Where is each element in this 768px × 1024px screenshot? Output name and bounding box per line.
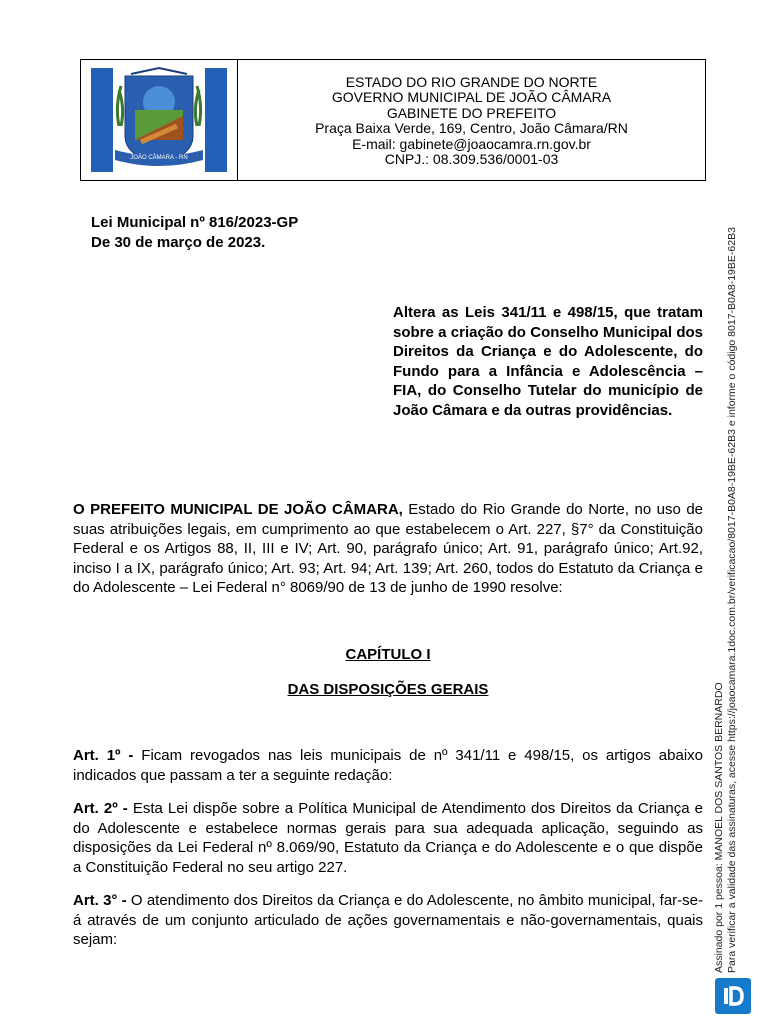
preamble [73, 500, 703, 598]
signature-verification[interactable]: Para verificar a validade das assinaturas, acesse https://joaocamara.1doc.com.br/verificacao/8017-B0A8-19BE-62B3 e informe o código 8017-B0A8-19BE-62B3 [726, 227, 738, 973]
article-1 [73, 746, 703, 785]
crest-cell [81, 60, 238, 180]
law-number: Lei Municipal nº 816/2023-GP [91, 214, 299, 231]
article-label: Art. 1º - [73, 747, 134, 764]
onedoc-logo-icon [720, 983, 746, 1009]
letterhead-text [238, 60, 705, 180]
preamble-text: Estado do Rio Grande do Norte, no uso de suas atribuições legais, em cumprimento ao que estabelecem o Art. 227, §7° da Constituição Federal e os Artigos 88, II, III e IV; Art. 90, parágrafo único; Art. 91, parágrafo único; Art.92, inciso I a IX, parágrafo único; Art. 93; Art. 94; Art. 139; Art. 260, todos do Estatuto da Criança e do Adolescente – Lei Federal n° 8069/90 de 13 de junho de 1990 resolve: [73, 501, 704, 596]
cnpj: CNPJ.: 08.309.536/0001-03 [384, 151, 559, 167]
municipal-crest-icon [91, 66, 227, 174]
ementa [393, 303, 703, 420]
letterhead [80, 59, 706, 181]
email: E-mail: gabinete@joaocamra.rn.gov.br [352, 135, 591, 152]
article-2 [73, 799, 703, 877]
office-name: GABINETE DO PREFEITO [386, 104, 557, 121]
article-text: Esta Lei dispõe sobre a Política Municipal de Atendimento dos Direitos da Criança e do Adolescente e estabelece normas gerais para sua adequada aplicação, seguindo as disposições da Lei Federal nº 8.069/90, Estatuto da Criança e do Adolescente e o que dispõe a Constituição Federal no seu artigo 227. [73, 800, 703, 876]
article-text: O atendimento dos Direitos da Criança e do Adolescente, no âmbito municipal, far-se-á através de um conjunto articulado de ações governamentais e não-governamentais, quais sejam: [73, 892, 703, 948]
signature-stamp [713, 227, 739, 973]
article-label: Art. 3° - [73, 892, 127, 909]
law-heading [91, 213, 298, 252]
article-text: Ficam revogados nas leis municipais de nº 341/11 e 498/15, os artigos abaixo indicados que passam a ter a seguinte redação: [73, 747, 704, 784]
article-label: Art. 2º - [73, 800, 128, 817]
article-3 [73, 891, 703, 950]
onedoc-badge-icon[interactable] [715, 978, 751, 1014]
address: Praça Baixa Verde, 169, Centro, João Câmara/RN [315, 120, 628, 136]
crest-caption: JOÃO CÂMARA - RN [130, 155, 188, 161]
state-name: ESTADO DO RIO GRANDE DO NORTE [345, 73, 598, 90]
preamble-lead: O PREFEITO MUNICIPAL DE JOÃO CÂMARA, [73, 501, 403, 518]
law-date: De 30 de março de 2023. [91, 233, 266, 251]
chapter-number: CAPÍTULO I [345, 646, 431, 663]
government-name: GOVERNO MUNICIPAL DE JOÃO CÂMARA [331, 89, 612, 105]
chapter-title: DAS DISPOSIÇÕES GERAIS [287, 681, 489, 698]
signature-signer: Assinado por 1 pessoa: MANOEL DOS SANTOS BERNARDO [713, 682, 725, 973]
ementa-text: Altera as Leis 341/11 e 498/15, que tratam sobre a criação do Conselho Municipal dos Direitos da Criança e do Adolescente, do Fundo para a Infância e Adolescência – FIA, do Conselho Tutelar do município de João Câmara e da outras providências. [393, 304, 703, 419]
